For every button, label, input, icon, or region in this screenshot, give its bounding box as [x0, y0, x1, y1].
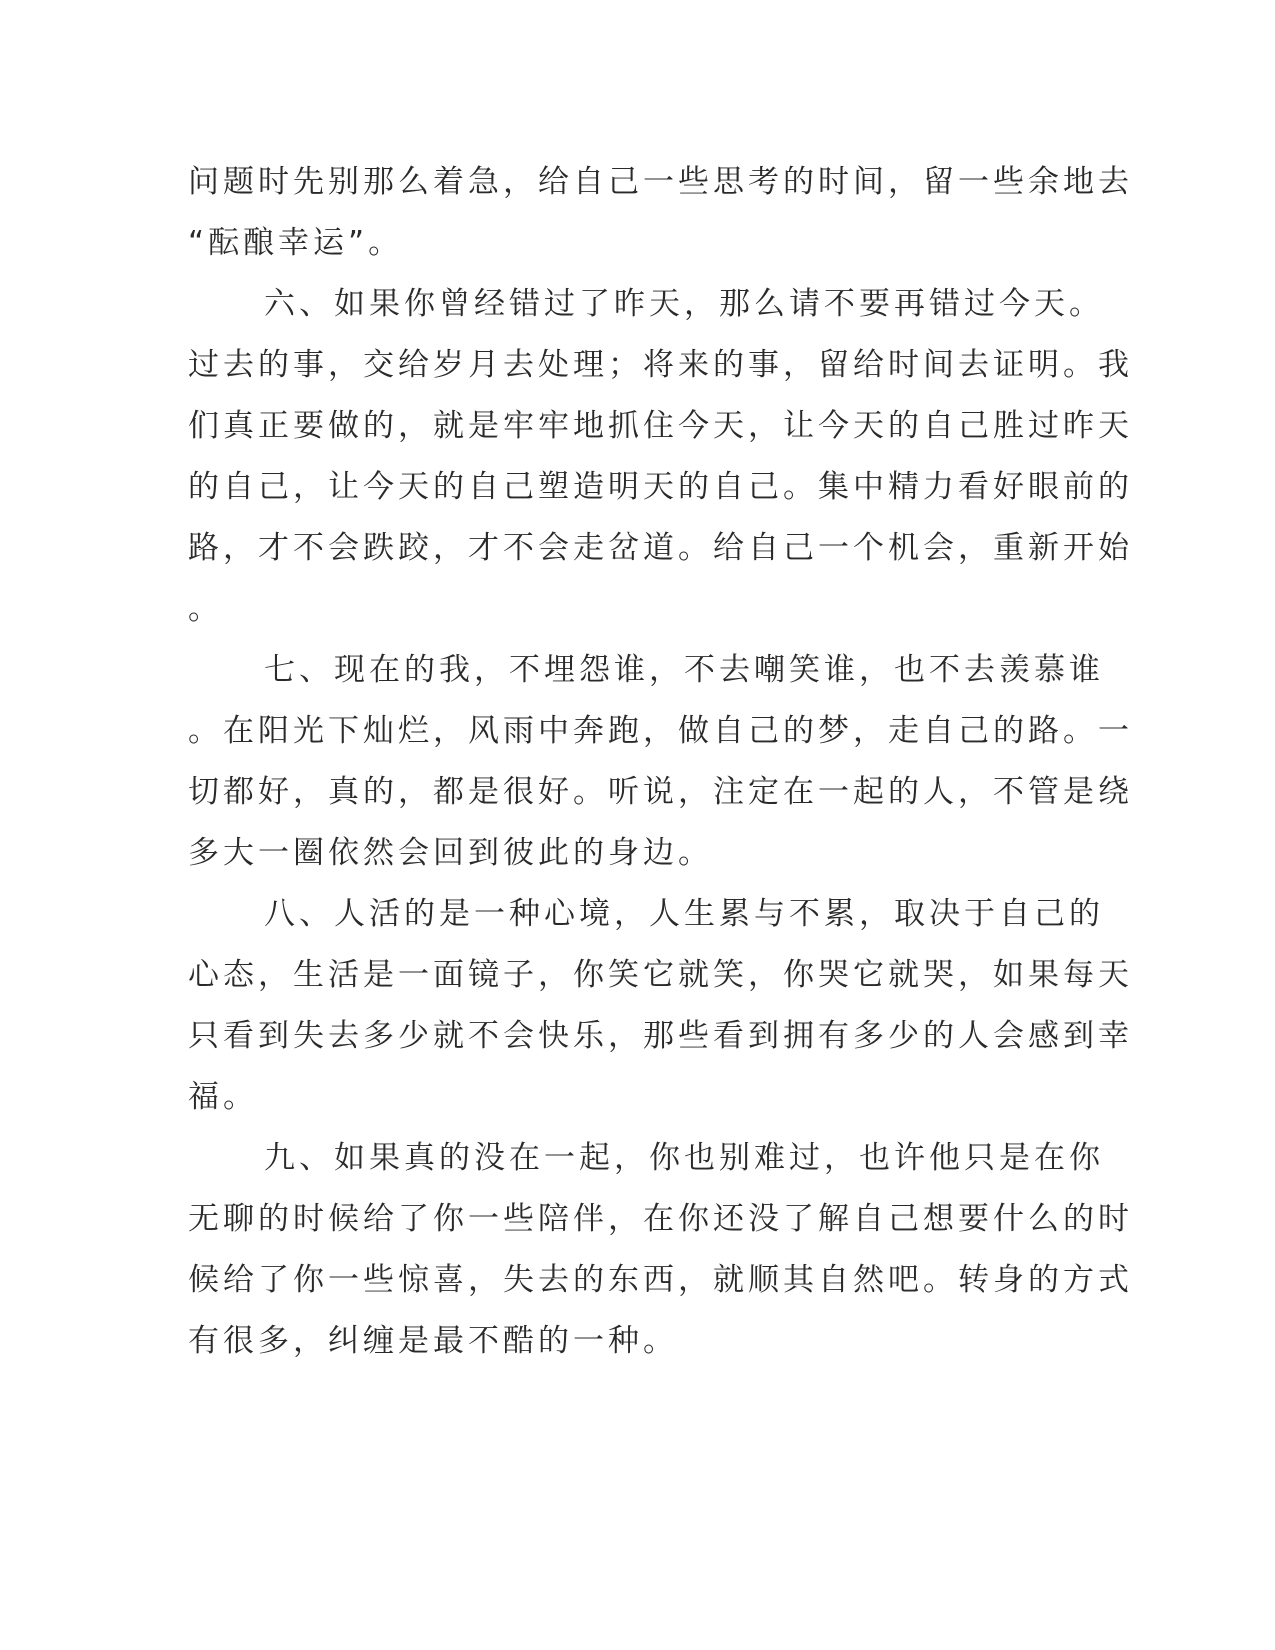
paragraph-start-line: 六、如果你曾经错过了昨天，那么请不要再错过今天。	[264, 286, 1104, 322]
paragraph-start-line: 八、人活的是一种心境，人生累与不累，取决于自己的	[264, 896, 1104, 932]
text-line: 心态，生活是一面镜子，你笑它就笑，你哭它就哭，如果每天	[188, 957, 1133, 993]
text-line: 的自己，让今天的自己塑造明天的自己。集中精力看好眼前的	[188, 469, 1133, 505]
text-line: 们真正要做的，就是牢牢地抓住今天，让今天的自己胜过昨天	[188, 408, 1133, 444]
text-line: 有很多，纠缠是最不酷的一种。	[188, 1323, 678, 1359]
text-line: 切都好，真的，都是很好。听说，注定在一起的人，不管是绕	[188, 774, 1133, 810]
text-line: 福。	[188, 1079, 258, 1115]
text-line: 。	[188, 591, 223, 627]
text-line: 候给了你一些惊喜，失去的东西，就顺其自然吧。转身的方式	[188, 1262, 1133, 1298]
text-line: 问题时先别那么着急，给自己一些思考的时间，留一些余地去	[188, 164, 1133, 200]
text-line: 。在阳光下灿烂，风雨中奔跑，做自己的梦，走自己的路。一	[188, 713, 1133, 749]
text-line: 过去的事，交给岁月去处理；将来的事，留给时间去证明。我	[188, 347, 1133, 383]
text-line: 只看到失去多少就不会快乐，那些看到拥有多少的人会感到幸	[188, 1018, 1133, 1054]
text-line: 路，才不会跌跤，才不会走岔道。给自己一个机会，重新开始	[188, 530, 1133, 566]
text-line: 多大一圈依然会回到彼此的身边。	[188, 835, 713, 871]
text-line: “酝酿幸运”。	[188, 225, 404, 261]
text-line: 无聊的时候给了你一些陪伴，在你还没了解自己想要什么的时	[188, 1201, 1133, 1237]
document-body	[188, 152, 1133, 1372]
paragraph-start-line: 九、如果真的没在一起，你也别难过，也许他只是在你	[264, 1140, 1104, 1176]
paragraph-start-line: 七、现在的我，不埋怨谁，不去嘲笑谁，也不去羡慕谁	[264, 652, 1104, 688]
